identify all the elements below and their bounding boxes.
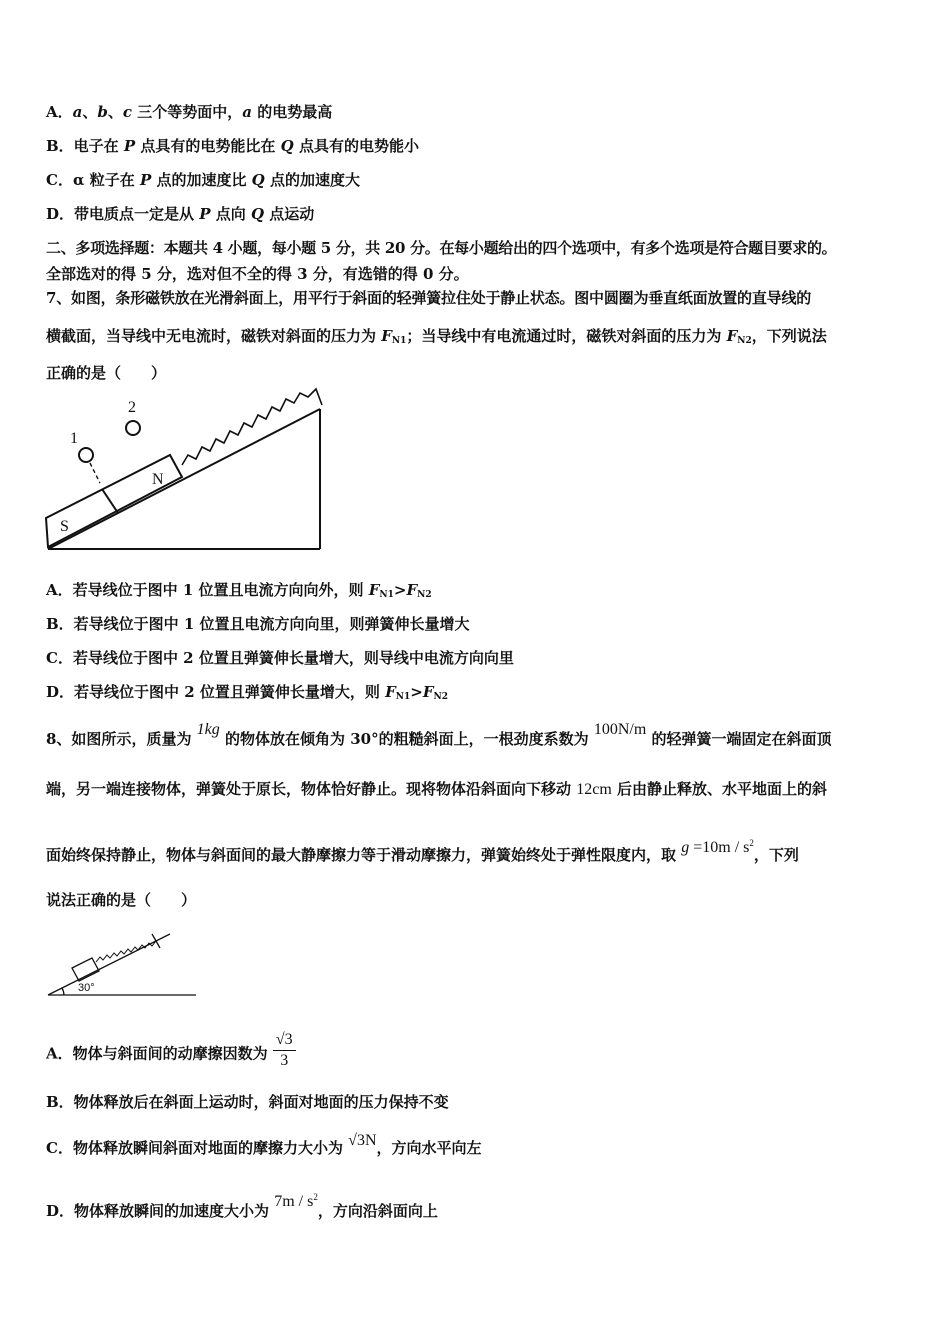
q7-stem-line3: 正确的是（ ） [46, 364, 167, 382]
q6-option-d: D．带电质点一定是从 P 点向 Q 点运动 [46, 205, 315, 223]
incline-surface [48, 409, 320, 549]
q8-option-c: C．物体释放瞬间斜面对地面的摩擦力大小为 √3N，方向水平向左 [46, 1132, 482, 1157]
q8-option-a: A．物体与斜面间的动摩擦因数为 $\frac{√3}{3}$ [46, 1034, 296, 1075]
q7-option-a: A．若导线位于图中 1 位置且电流方向向外，则 $F_{N1}>F_{N2}$ [46, 581, 432, 600]
label-s: S [60, 518, 69, 535]
section-heading-line2: 全部选对的得 5 分，选对但不全的得 3 分，有选错的得 0 分。 [46, 265, 469, 283]
q7-figure [40, 385, 330, 557]
wire-2 [126, 421, 140, 435]
spring-mount [152, 934, 160, 948]
q7-option-c: C．若导线位于图中 2 位置且弹簧伸长量增大，则导线中电流方向向里 [46, 649, 514, 667]
label-2: 2 [128, 399, 136, 416]
q8-stem-line2: 端，另一端连接物体，弹簧处于原长，物体恰好静止。现将物体沿斜面向下移动 12cm 后由静止释放、水平地面上的斜 [46, 780, 828, 798]
q6-option-b: B．电子在 P 点具有的电势能比在 Q 点具有的电势能小 [46, 137, 419, 155]
q7-option-d: D．若导线位于图中 2 位置且弹簧伸长量增大，则 $F_{N1}>F_{N2}$ [46, 683, 449, 702]
q8-option-d: D．物体释放瞬间的加速度大小为 $7m / s^2$，方向沿斜面向上 [46, 1192, 438, 1220]
wire-1 [79, 448, 93, 462]
angle-arc [62, 988, 64, 995]
incline-line [48, 934, 170, 995]
q8-option-b: B．物体释放后在斜面上运动时，斜面对地面的压力保持不变 [46, 1093, 449, 1111]
wire-1-dash [90, 463, 100, 483]
q8-stem-line1: 8、如图所示，质量为 1kg 的物体放在倾角为 30°的粗糙斜面上，一根劲度系数为 100N/m 的轻弹簧一端固定在斜面顶 [46, 721, 832, 748]
q8-figure [44, 924, 200, 1000]
q7-stem-line2: 横截面，当导线中无电流时，磁铁对斜面的压力为 $F_{N1}$；当导线中有电流通过时，磁铁对斜面的压力为 $F_{N2}$，下列说法 [46, 327, 827, 346]
label-n: N [152, 471, 164, 488]
block [72, 958, 99, 981]
q8-stem-line4: 说法正确的是（ ） [46, 891, 197, 909]
spring [96, 941, 156, 962]
q7-option-b: B．若导线位于图中 1 位置且电流方向向里，则弹簧伸长量增大 [46, 615, 470, 633]
q6-option-c: C．α 粒子在 P 点的加速度比 Q 点的加速度大 [46, 171, 360, 189]
magnet-divider [102, 489, 118, 513]
spring [182, 389, 322, 465]
q7-stem-line1: 7、如图，条形磁铁放在光滑斜面上，用平行于斜面的轻弹簧拉住处于静止状态。图中圆圈为垂直纸面放置的直导线的 [46, 289, 812, 307]
angle-label: 30° [78, 982, 95, 994]
q6-option-a: A．a、b、c 三个等势面中，a 的电势最高 [46, 103, 333, 121]
section-heading-line1: 二、多项选择题：本题共 4 小题，每小题 5 分，共 20 分。在每小题给出的四个选项中，有多个选项是符合题目要求的。 [46, 239, 837, 257]
label-1: 1 [70, 430, 78, 447]
q8-stem-line3: 面始终保持静止，物体与斜面间的最大静摩擦力等于滑动摩擦力，弹簧始终处于弹性限度内，取 $g =10m / s^2$，下列 [46, 838, 799, 864]
